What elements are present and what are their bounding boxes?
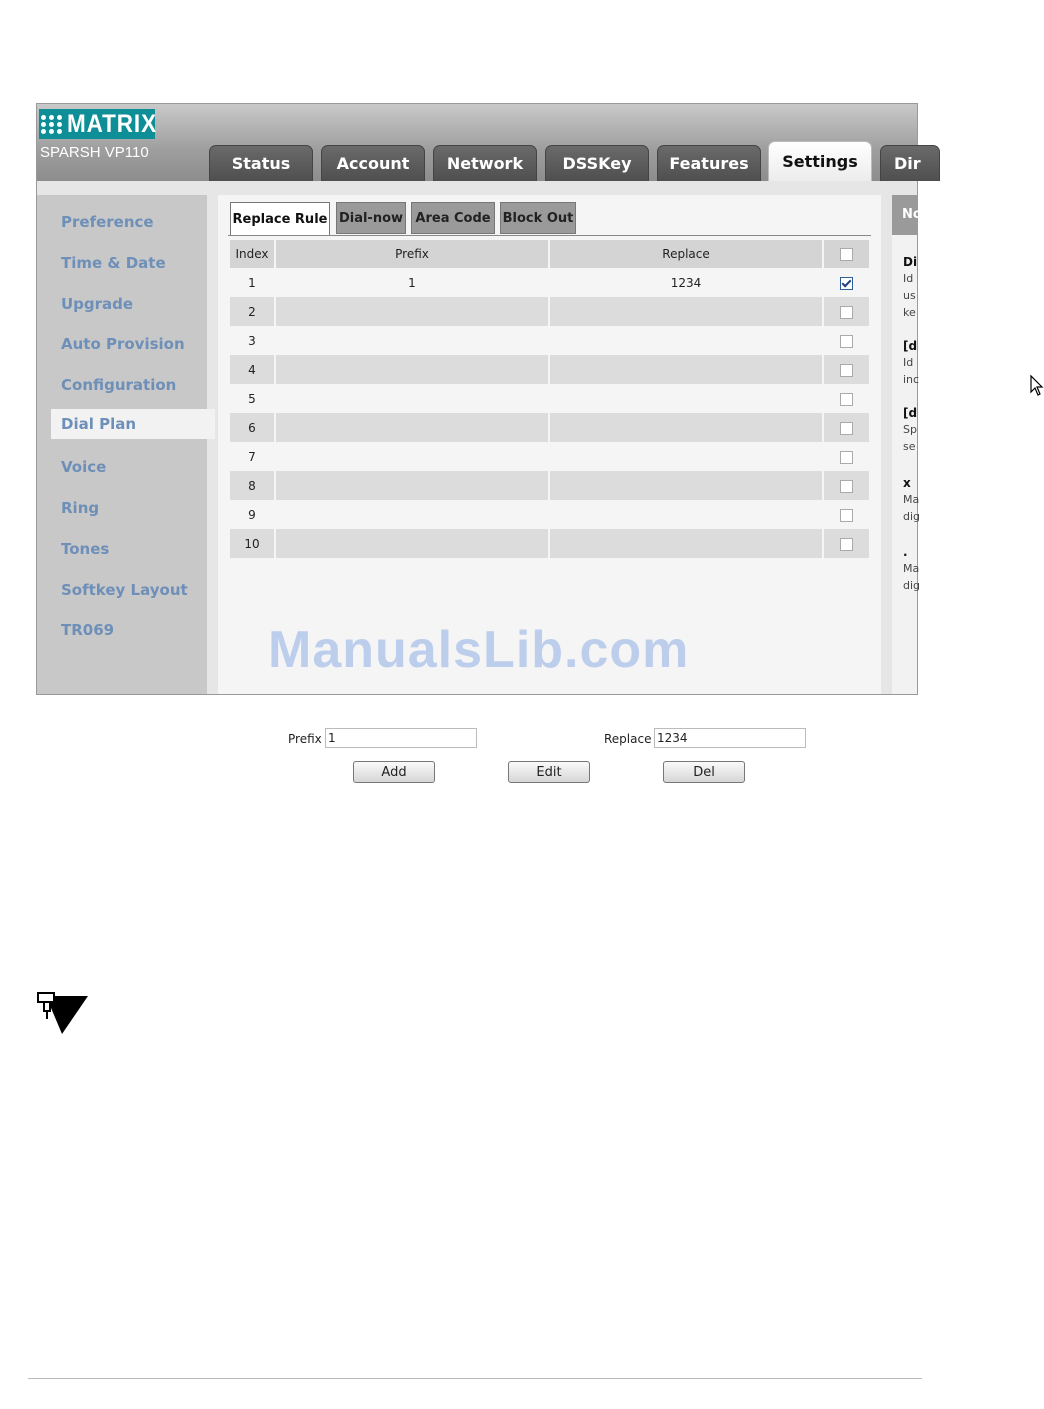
table-row[interactable] bbox=[230, 413, 869, 442]
cell-index: 8 bbox=[230, 471, 274, 500]
sidebar-item-ring[interactable]: Ring bbox=[61, 499, 100, 517]
note-line: [d bbox=[903, 339, 918, 353]
cell-replace: 1234 bbox=[550, 268, 822, 297]
table-row[interactable] bbox=[230, 471, 869, 500]
tab-status[interactable]: Status bbox=[209, 145, 313, 181]
cell-prefix: 1 bbox=[276, 268, 548, 297]
cell-replace bbox=[550, 471, 822, 500]
subtab-replace-rule[interactable]: Replace Rule bbox=[230, 202, 330, 236]
cell-prefix bbox=[276, 326, 548, 355]
cell-index: 4 bbox=[230, 355, 274, 384]
sidebar-item-softkey-layout[interactable]: Softkey Layout bbox=[61, 581, 188, 599]
settings-sidebar bbox=[37, 195, 207, 694]
cell-replace bbox=[550, 413, 822, 442]
cell-replace bbox=[550, 326, 822, 355]
matrix-logo bbox=[39, 109, 155, 139]
edit-button[interactable]: Edit bbox=[508, 761, 590, 783]
row-checkbox[interactable] bbox=[840, 335, 853, 348]
subtab-block-out[interactable]: Block Out bbox=[500, 202, 576, 234]
brand-name: MATRIX bbox=[67, 109, 157, 138]
row-checkbox[interactable] bbox=[840, 422, 853, 435]
prefix-label: Prefix bbox=[288, 732, 322, 746]
note-line: Di bbox=[903, 255, 918, 269]
subtab-divider bbox=[228, 235, 871, 236]
note-panel bbox=[892, 195, 922, 694]
row-checkbox[interactable] bbox=[840, 451, 853, 464]
note-line: dig bbox=[903, 579, 921, 592]
replace-rule-table bbox=[228, 240, 871, 558]
cell-prefix bbox=[276, 413, 548, 442]
row-checkbox[interactable] bbox=[840, 509, 853, 522]
cell-replace bbox=[550, 384, 822, 413]
row-checkbox[interactable] bbox=[840, 480, 853, 493]
row-checkbox[interactable] bbox=[840, 364, 853, 377]
watermark-text: ManualsLib.com bbox=[268, 621, 690, 679]
cell-prefix bbox=[276, 384, 548, 413]
cell-select bbox=[824, 442, 869, 471]
cell-select bbox=[824, 297, 869, 326]
pushpin-note-icon bbox=[36, 990, 90, 1036]
row-checkbox[interactable] bbox=[840, 277, 853, 290]
sidebar-item-tones[interactable]: Tones bbox=[61, 540, 110, 558]
table-row[interactable] bbox=[230, 268, 869, 297]
cell-index: 10 bbox=[230, 529, 274, 558]
logo-dots-icon bbox=[41, 112, 63, 136]
tab-network[interactable]: Network bbox=[433, 145, 537, 181]
note-line: se bbox=[903, 440, 916, 453]
table-row[interactable] bbox=[230, 384, 869, 413]
web-ui-screenshot bbox=[36, 103, 922, 780]
table-row[interactable] bbox=[230, 326, 869, 355]
cell-select bbox=[824, 384, 869, 413]
cell-select bbox=[824, 268, 869, 297]
note-line: Id bbox=[903, 272, 914, 285]
note-line: ke bbox=[903, 306, 916, 319]
note-line: dig bbox=[903, 510, 921, 523]
cell-index: 3 bbox=[230, 326, 274, 355]
column-header-replace: Replace bbox=[550, 240, 822, 268]
note-panel-header: No bbox=[892, 195, 917, 235]
subtab-area-code[interactable]: Area Code bbox=[411, 202, 495, 234]
note-line: Ma bbox=[903, 562, 920, 575]
cell-replace bbox=[550, 529, 822, 558]
main-tabs bbox=[209, 141, 921, 181]
cell-select bbox=[824, 413, 869, 442]
cell-index: 6 bbox=[230, 413, 274, 442]
sidebar-item-preference[interactable]: Preference bbox=[61, 213, 154, 231]
header-bar bbox=[37, 104, 921, 181]
replace-input[interactable] bbox=[654, 728, 806, 748]
table-row[interactable] bbox=[230, 529, 869, 558]
cell-select bbox=[824, 471, 869, 500]
note-line: [d bbox=[903, 406, 918, 420]
cell-index: 7 bbox=[230, 442, 274, 471]
cell-index: 9 bbox=[230, 500, 274, 529]
tab-directory[interactable]: Dir bbox=[880, 145, 940, 181]
cell-replace bbox=[550, 355, 822, 384]
note-line: Sp bbox=[903, 423, 917, 436]
row-checkbox[interactable] bbox=[840, 538, 853, 551]
cell-index: 5 bbox=[230, 384, 274, 413]
cell-prefix bbox=[276, 355, 548, 384]
cell-prefix bbox=[276, 529, 548, 558]
prefix-input[interactable] bbox=[325, 728, 477, 748]
sidebar-item-configuration[interactable]: Configuration bbox=[61, 376, 177, 394]
select-all-checkbox[interactable] bbox=[840, 248, 853, 261]
model-name: SPARSH VP110 bbox=[40, 144, 149, 161]
sidebar-item-upgrade[interactable]: Upgrade bbox=[61, 295, 134, 313]
cell-select bbox=[824, 326, 869, 355]
sidebar-item-dial-plan[interactable]: Dial Plan bbox=[51, 409, 215, 439]
column-header-select bbox=[824, 240, 869, 268]
tab-features[interactable]: Features bbox=[657, 145, 761, 181]
cell-replace bbox=[550, 500, 822, 529]
table-row[interactable] bbox=[230, 500, 869, 529]
cell-index: 1 bbox=[230, 268, 274, 297]
tab-settings[interactable]: Settings bbox=[768, 141, 872, 181]
tab-account[interactable]: Account bbox=[321, 145, 425, 181]
column-header-prefix: Prefix bbox=[276, 240, 548, 268]
mouse-pointer-icon bbox=[1030, 375, 1044, 397]
note-line: Id bbox=[903, 356, 914, 369]
footer-divider bbox=[28, 1378, 922, 1379]
table-body bbox=[230, 268, 869, 558]
note-line: inc bbox=[903, 373, 920, 386]
sidebar-item-time-date[interactable]: Time & Date bbox=[61, 254, 166, 272]
note-line: x bbox=[903, 476, 911, 490]
add-button[interactable]: Add bbox=[353, 761, 435, 783]
sidebar-item-auto-provision[interactable]: Auto Provision bbox=[61, 335, 185, 353]
cell-prefix bbox=[276, 500, 548, 529]
tab-dsskey[interactable]: DSSKey bbox=[545, 145, 649, 181]
note-line: Ma bbox=[903, 493, 920, 506]
cell-select bbox=[824, 500, 869, 529]
del-button[interactable]: Del bbox=[663, 761, 745, 783]
note-line: . bbox=[903, 545, 908, 559]
cell-prefix bbox=[276, 471, 548, 500]
column-header-index: Index bbox=[230, 240, 274, 268]
cell-select bbox=[824, 355, 869, 384]
sidebar-item-voice[interactable]: Voice bbox=[61, 458, 107, 476]
row-checkbox[interactable] bbox=[840, 393, 853, 406]
subtab-dial-now[interactable]: Dial-now bbox=[336, 202, 406, 234]
table-row[interactable] bbox=[230, 297, 869, 326]
cell-index: 2 bbox=[230, 297, 274, 326]
cell-replace bbox=[550, 442, 822, 471]
table-row[interactable] bbox=[230, 355, 869, 384]
cell-select bbox=[824, 529, 869, 558]
note-line: us bbox=[903, 289, 916, 302]
sidebar-item-tr069[interactable]: TR069 bbox=[61, 621, 115, 639]
row-checkbox[interactable] bbox=[840, 306, 853, 319]
table-row[interactable] bbox=[230, 442, 869, 471]
cell-prefix bbox=[276, 297, 548, 326]
cell-replace bbox=[550, 297, 822, 326]
cell-prefix bbox=[276, 442, 548, 471]
replace-label: Replace bbox=[604, 732, 652, 746]
